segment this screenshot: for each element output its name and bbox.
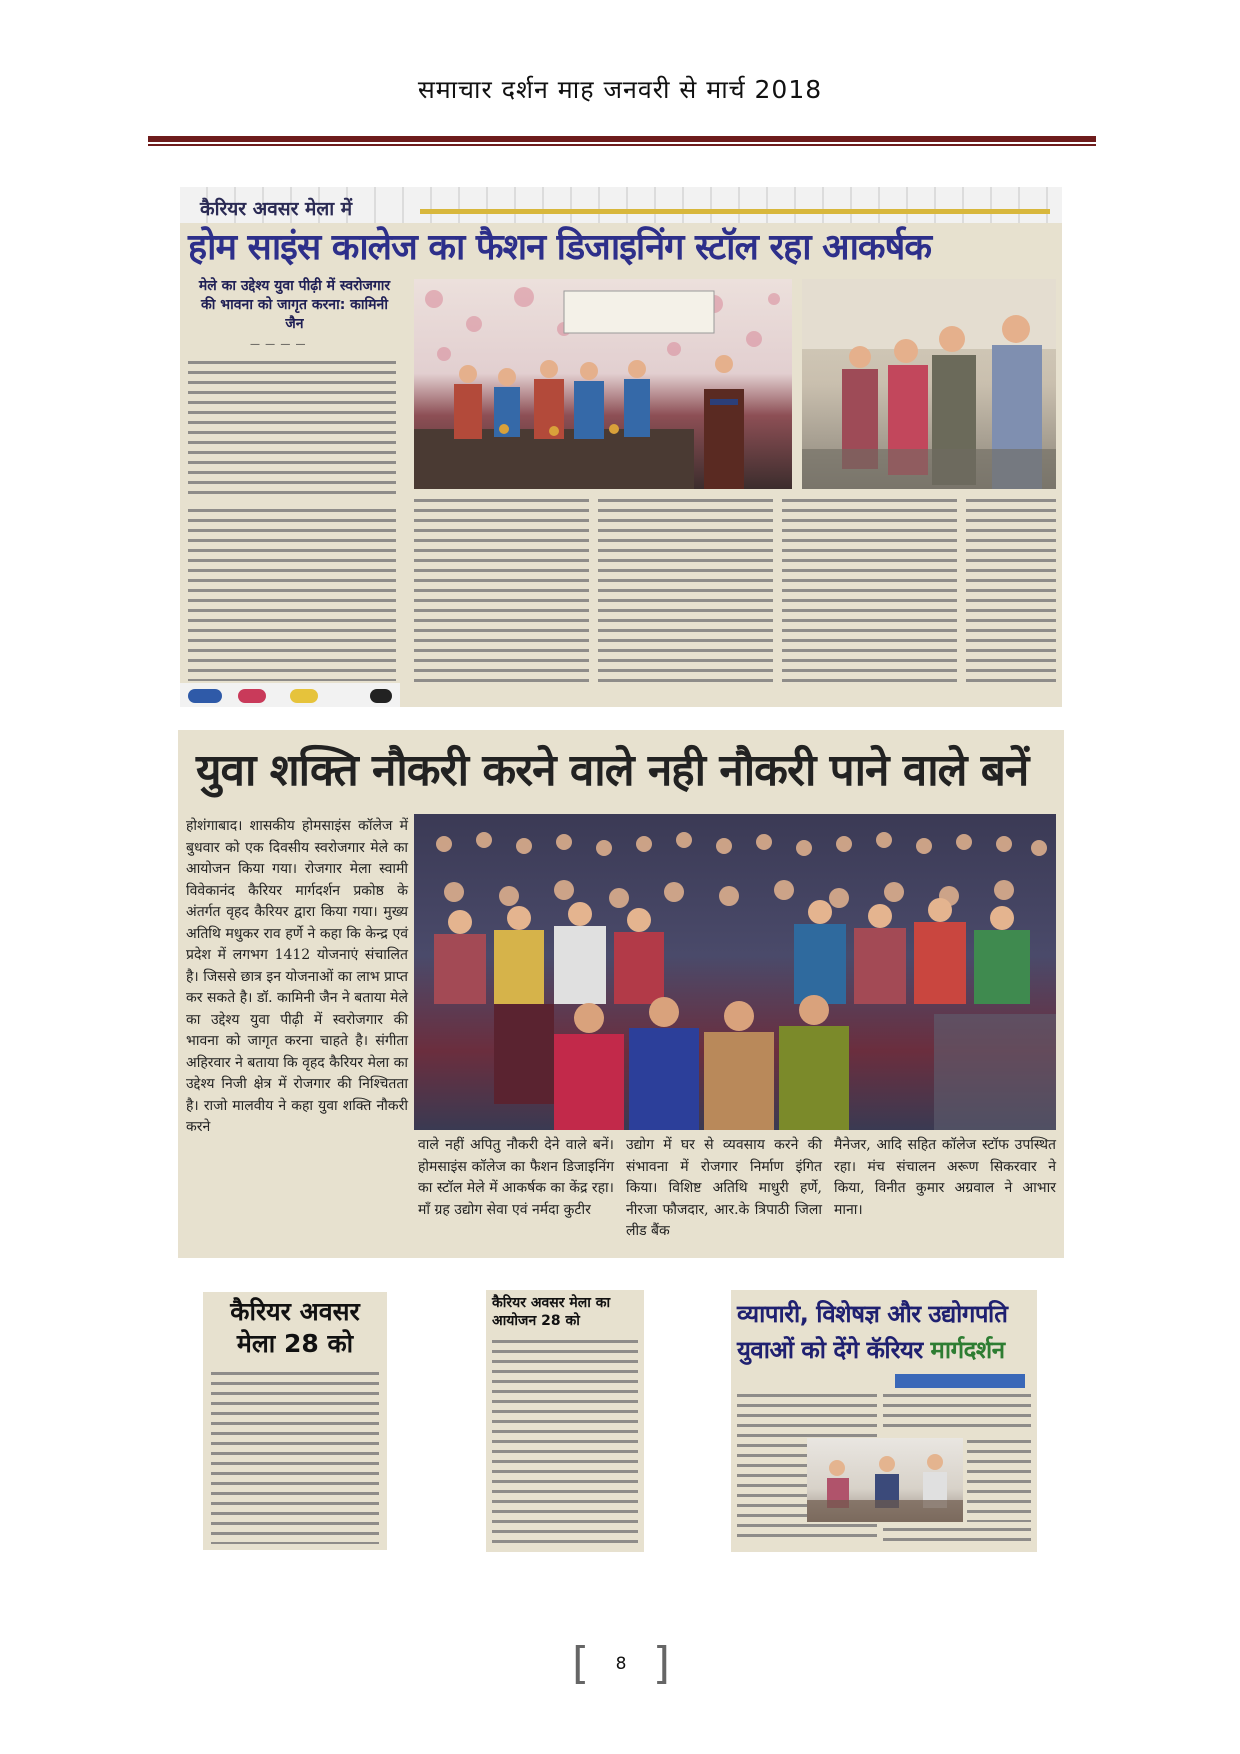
article-text-block [414, 499, 589, 689]
clipping-headline: कैरियर अवसर मेला का आयोजन 28 को [492, 1295, 611, 1329]
article-text-block [967, 1440, 1031, 1522]
article-column: होशंगाबाद। शासकीय होमसाइंस कॉलेज में बुधवार को एक दिवसीय स्वरोजगार मेले का आयोजन किया गया। रोजगार मेला स्वामी विवेकानंद कैरियर मार्गदर्शन प्रकोष्ठ के अंतर्गत वृहद कैरियर द्वारा किया गया। मुख्य अतिथि मधुकर राव हर्णे ने कहा कि केन्द्र एवं प्रदेश में लगभग 1412 योजनाएं संचालित है। जिससे छात्र इन योजनाओं का लाभ प्राप्त कर सकते है। डॉ. कामिनी जैन ने बताया मेले का उद्देश्य युवा पीढ़ी में स्वरोजगार की भावना को जागृत करना चाहते है। संगीता अहिरवार ने बताया कि वृहद कैरियर मेला का उद्देश्य निजी क्षेत्र में रोजगार की निश्चितता है। राजो मालवीय ने कहा युवा शक्ति नौकरी करने [186, 818, 408, 1135]
article-text-block [188, 509, 396, 681]
news-clipping-fashion-stall [180, 187, 1062, 707]
clipping-headline: कैरियर अवसर मेला 28 को [230, 1297, 360, 1358]
article-text-block [966, 499, 1056, 689]
article-column: मैनेजर, आदि सहित कॉलेज स्टॉफ उपस्थित रहा। मंच संचालन अरूण सिकरवार ने किया, विनीत कुमार अग्रवाल ने आभार माना। [834, 1137, 1056, 1218]
clipping-headline [737, 1296, 1033, 1368]
clipping-headline: युवा शक्ति नौकरी करने वाले नही नौकरी पाने वाले बनें [196, 745, 1029, 796]
page-number-bracket-left: [ [572, 1638, 590, 1689]
article-text-block [598, 499, 773, 689]
page-number [566, 1638, 676, 1689]
meeting-photo [807, 1438, 963, 1522]
news-clipping-career-fair-organised [486, 1290, 644, 1552]
article-text-block [211, 1372, 379, 1544]
clipping-byline: — — — — [250, 339, 307, 350]
article-text-block [492, 1340, 638, 1546]
header-rule-thin [148, 144, 1096, 146]
article-column: उद्योग में घर से व्यवसाय करने की संभावना में रोजगार निर्माण इंगित किया। विशिष्ट अतिथि माधुरी हर्णे, नीरजा फौजदार, आर.के त्रिपाठी जिला लीड बैंक [626, 1137, 822, 1239]
audience-photo [414, 814, 1056, 1130]
stage-photo-illustration [414, 279, 792, 489]
kicker-bar [420, 209, 1050, 214]
meeting-photo-illustration [807, 1438, 963, 1522]
article-column: वाले नहीं अपितु नौकरी देने वाले बनें। होमसाइंस कॉलेज का फैशन डिजाइनिंग का स्टॉल मेले में आकर्षक का केंद्र रहा। माँ ग्रह उद्योग सेवा एवं नर्मदा कुटीर [418, 1137, 614, 1218]
news-clipping-career-fair-28 [203, 1292, 387, 1550]
article-text-block [883, 1528, 1031, 1548]
article-text-block [782, 499, 957, 689]
news-clipping-career-guidance [731, 1290, 1037, 1552]
color-stripe [180, 683, 400, 707]
header-rule [148, 136, 1096, 142]
page-header: समाचार दर्शन माह जनवरी से मार्च 2018 [417, 75, 823, 104]
headline-main: व्यापारी, विशेषज्ञ और उद्योगपति युवाओं को देंगे कॅरियर [737, 1300, 1008, 1364]
article-text-block [188, 361, 396, 501]
stage-photo [414, 279, 792, 489]
article-text-block [883, 1394, 1031, 1434]
page-number-value: 8 [615, 1654, 627, 1674]
news-clipping-youth-power [178, 730, 1064, 1258]
audience-photo-illustration [414, 814, 1056, 1130]
officials-photo [802, 279, 1056, 489]
clipping-kicker: कैरियर अवसर मेला में [200, 198, 353, 220]
page-number-bracket-right: ] [652, 1638, 670, 1689]
headline-accent: मार्गदर्शन [930, 1336, 1005, 1364]
officials-photo-illustration [802, 279, 1056, 489]
clipping-tag [895, 1374, 1025, 1388]
clipping-headline: होम साइंस कालेज का फैशन डिजाइनिंग स्टॉल रहा आकर्षक [188, 226, 931, 268]
clipping-subhead: मेले का उद्देश्य युवा पीढ़ी में स्वरोजगार की भावना को जागृत करना: कामिनी जैन [198, 278, 391, 332]
